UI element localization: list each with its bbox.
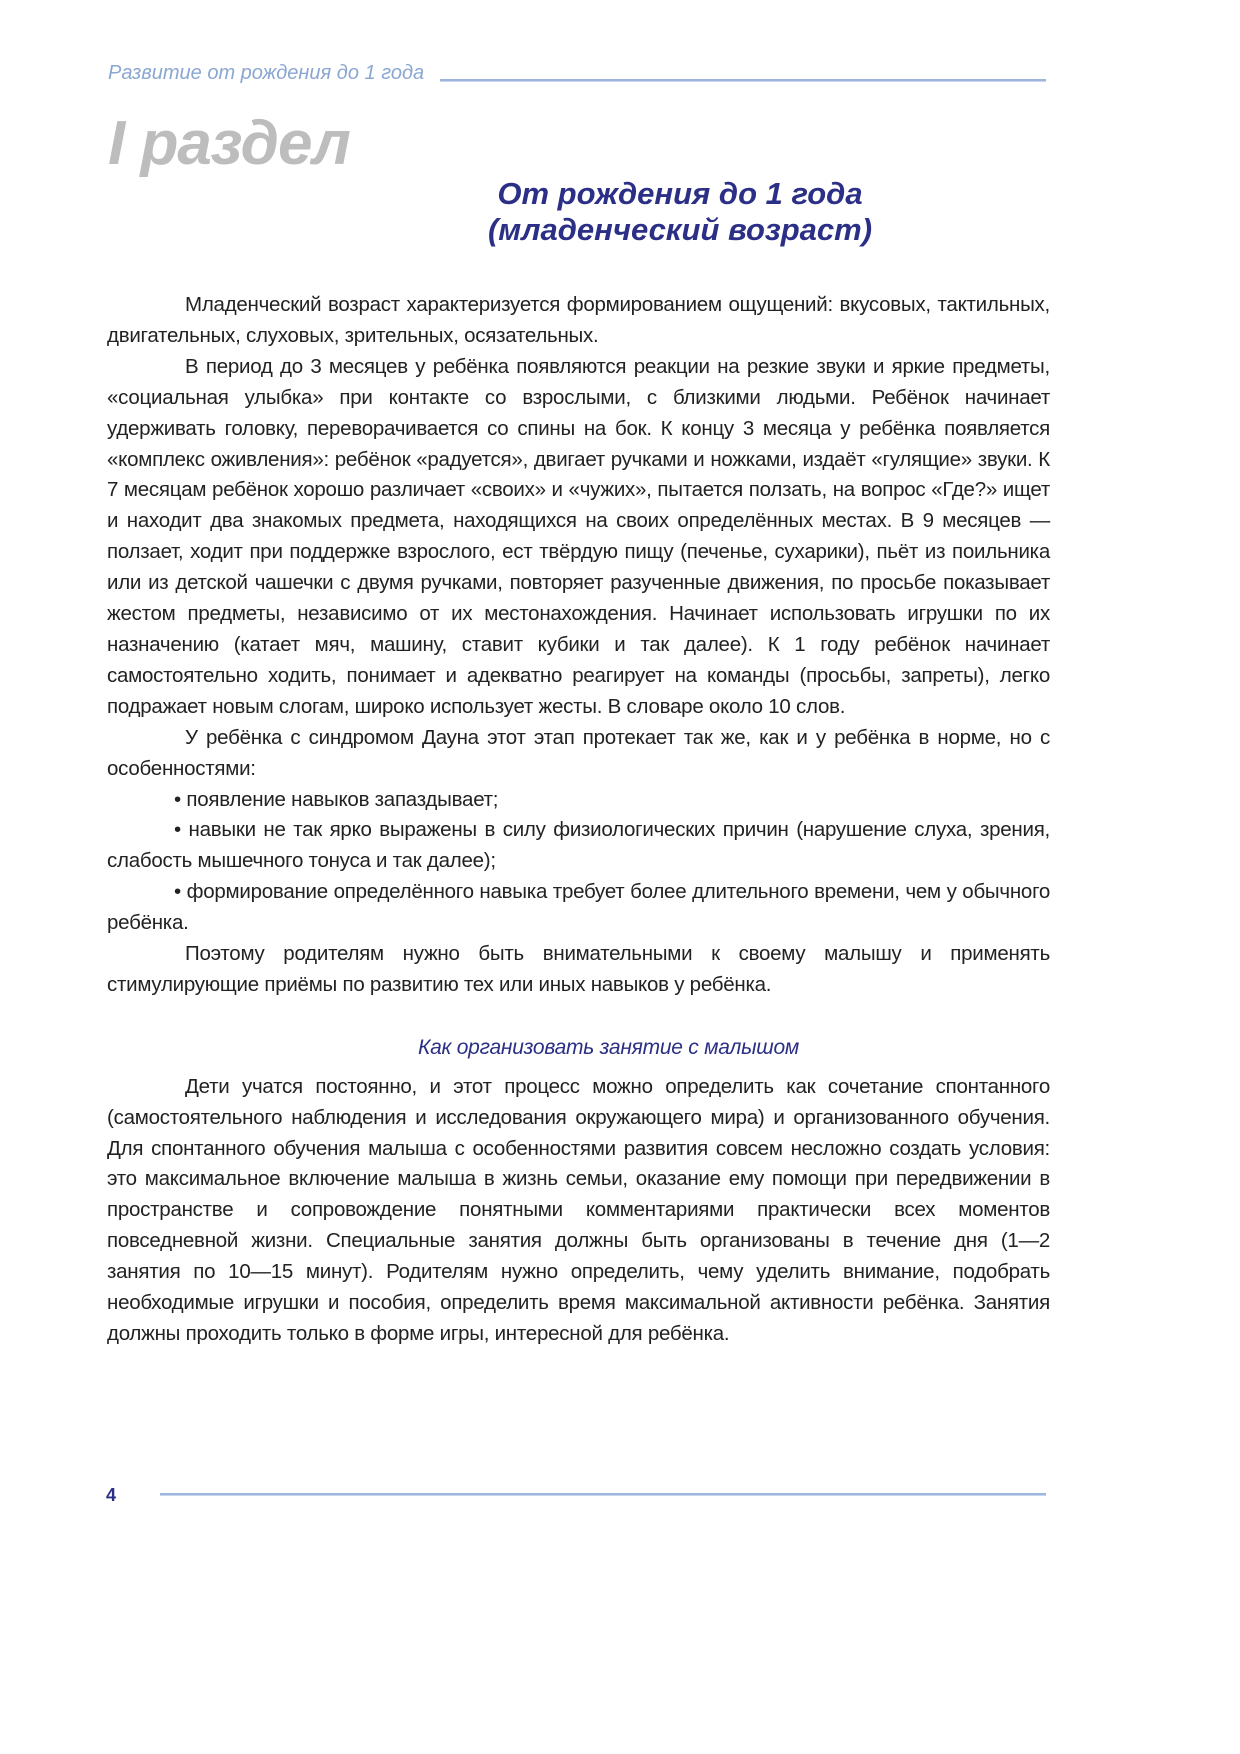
bullet-item: • появление навыков запаздывает; xyxy=(174,787,499,811)
section-label: I раздел xyxy=(108,109,350,178)
paragraph: Поэтому родителям нужно быть внимательными к своему малышу и применять стимулирующие приёмы по развитию тех или иных навыков у ребёнка. xyxy=(107,942,1050,996)
paragraph: Дети учатся постоянно, и этот процесс можно определить как сочетание спонтанного (самостоятельного наблюдения и исследования окружающего мира) и организованного обучения. Для спонтанного обучения малыша с особенностями развития совсем несложно создать условия: это максимальное включение малыша в жизнь семьи, оказание ему помощи при передвижении в пространстве и сопровождение понятными комментариями практически всех моментов повседневной жизни. Специальные занятия должны быть организованы в течение дня (1—2 занятия по 10—15 минут). Родителям нужно определить, чему уделить внимание, подобрать необходимые игрушки и пособия, определить время максимальной активности ребёнка. Занятия должны проходить только в форме игры, интересной для ребёнка. xyxy=(107,1074,1050,1345)
subheading: Как организовать занятие с малышом xyxy=(417,1035,800,1059)
body-text xyxy=(107,290,1050,1350)
paragraph: В период до 3 месяцев у ребёнка появляются реакции на резкие звуки и яркие предметы, «социальная улыбка» при контакте со взрослыми, с близкими людьми. Ребёнок начинает удерживать головку, переворачивается со спины на бок. К концу 3 месяца у ребёнка появляется «комплекс оживления»: ребёнок «радуется», двигает ручками и ножками, издаёт «гулящие» звуки. К 7 месяцам ребёнок хорошо различает «своих» и «чужих», пытается ползать, на вопрос «Где?» ищет и находит два знакомых предмета, находящихся на своих определённых местах. В 9 месяцев — ползает, ходит при поддержке взрослого, ест твёрдую пищу (печенье, сухарики), пьёт из поильника или из детской чашечки с двумя ручками, повторяет разученные движения, по просьбе показывает жестом предметы, независимо от их местонахождения. Начинает использовать игрушки по их назначению (катает мяч, машину, ставит кубики и так далее). К 1 году ребёнок начинает самостоятельно ходить, понимает и адекватно реагирует на команды (просьбы, запреты), легко подражает новым слогам, широко использует жесты. В словаре около 10 слов. xyxy=(107,354,1050,718)
header-rule xyxy=(440,79,1046,82)
page-number: 4 xyxy=(106,1485,117,1505)
title-line-2: (младенческий возраст) xyxy=(487,212,873,247)
running-header: Развитие от рождения до 1 года xyxy=(108,62,425,84)
paragraph: У ребёнка с синдромом Дауна этот этап протекает так же, как и у ребёнка в норме, но с особенностями: xyxy=(107,725,1050,780)
bullet-item: • навыки не так ярко выражены в силу физиологических причин (нарушение слуха, зрения, слабость мышечного тонуса и так далее); xyxy=(107,818,1050,873)
title-line-1: От рождения до 1 года xyxy=(497,176,863,211)
paragraph: Младенческий возраст характеризуется формированием ощущений: вкусовых, тактильных, двигательных, слуховых, зрительных, осязательных. xyxy=(107,293,1050,347)
bullet-item: • формирование определённого навыка требует более длительного времени, чем у обычного ребёнка. xyxy=(107,880,1050,935)
page-title xyxy=(60,176,1240,248)
footer-rule xyxy=(160,1493,1046,1496)
